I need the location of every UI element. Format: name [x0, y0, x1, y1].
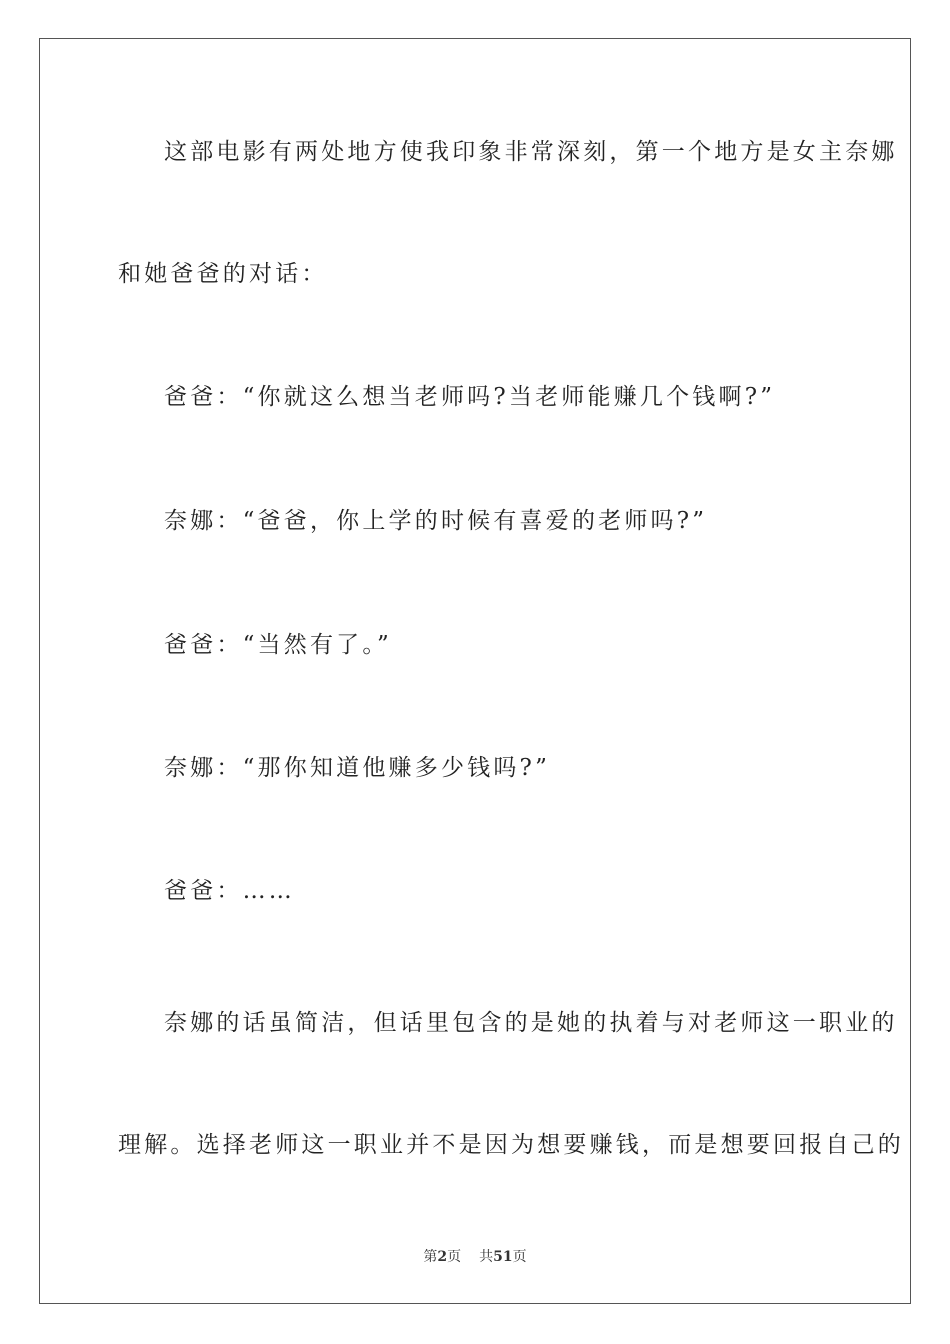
- total-suffix: 页: [512, 1249, 527, 1265]
- dialogue-line: 爸爸：“当然有了。”: [164, 632, 393, 658]
- dialogue-line: 奈娜：“爸爸，你上学的时候有喜爱的老师吗?”: [164, 508, 708, 534]
- body-paragraph-line: 这部电影有两处地方使我印象非常深刻，第一个地方是女主奈娜: [164, 139, 898, 165]
- body-paragraph-line: 理解。选择老师这一职业并不是因为想要赚钱，而是想要回报自己的: [118, 1132, 904, 1158]
- dialogue-line: 爸爸：“你就这么想当老师吗?当老师能赚几个钱啊?”: [164, 384, 776, 410]
- body-paragraph-line: 奈娜的话虽简洁，但话里包含的是她的执着与对老师这一职业的: [164, 1010, 898, 1036]
- dialogue-line: 奈娜：“那你知道他赚多少钱吗?”: [164, 755, 551, 781]
- page-footer: [0, 1248, 950, 1266]
- body-paragraph-line: 和她爸爸的对话：: [118, 261, 328, 287]
- total-page-count: 51: [493, 1249, 513, 1265]
- page-suffix: 页: [447, 1249, 462, 1265]
- page-prefix: 第: [423, 1249, 438, 1265]
- total-prefix: 共: [479, 1249, 494, 1265]
- current-page-number: 2: [437, 1249, 448, 1265]
- dialogue-line: 爸爸：……: [164, 878, 295, 904]
- page-border: [39, 38, 911, 1304]
